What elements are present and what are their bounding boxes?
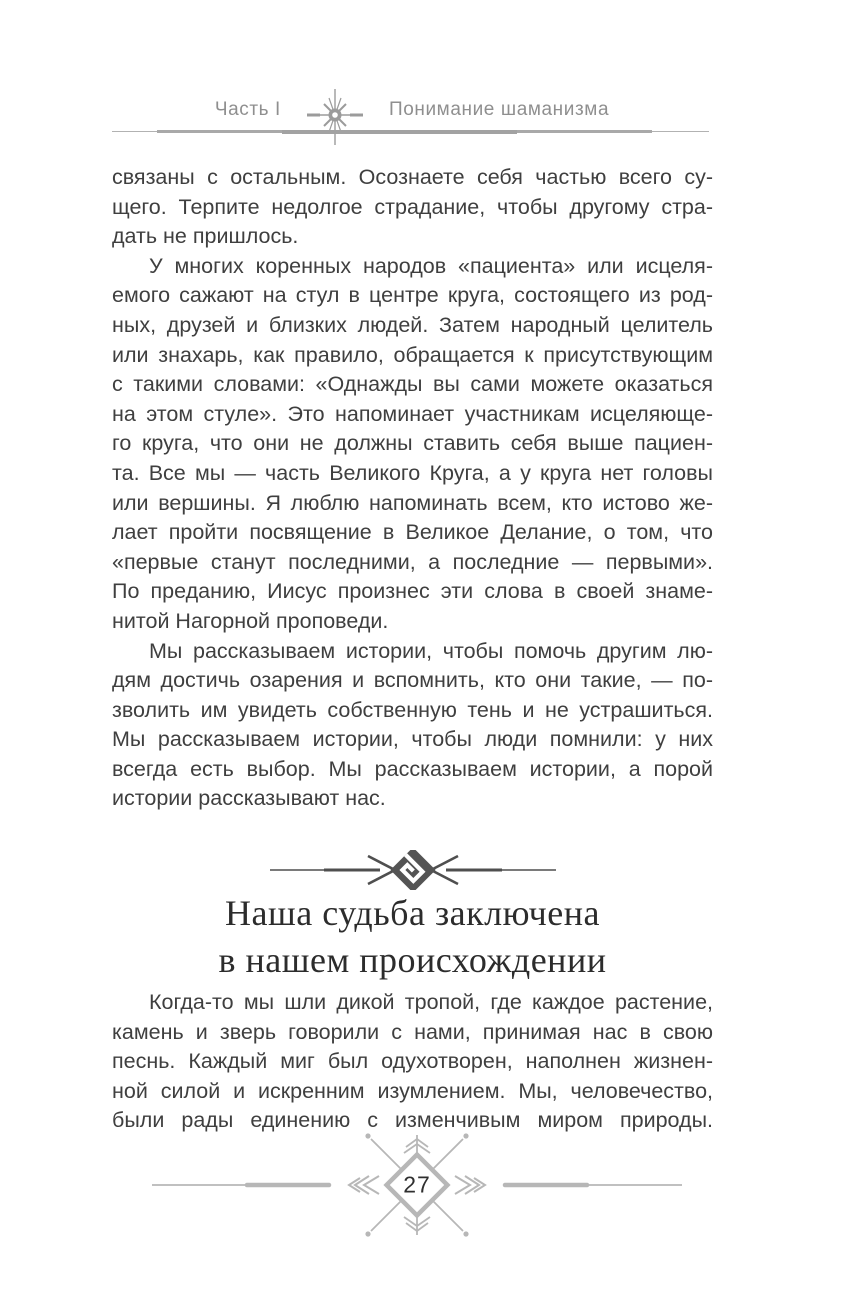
text-line: на этом стуле». Это напоминает участникам исцеляюще- <box>112 401 713 426</box>
text-line: Мы рассказываем истории, чтобы помочь другим лю- <box>149 638 713 663</box>
text-line: та. Все мы — часть Великого Круга, а у круга нет головы <box>112 460 713 485</box>
section-divider <box>112 850 713 890</box>
spiral-diamond-with-arrows-icon <box>268 850 558 890</box>
paragraph <box>112 163 713 252</box>
page-number: 27 <box>403 1171 431 1198</box>
text-line: щего. Терпите недолгое страдание, чтобы другому стра- <box>112 194 713 219</box>
starburst-icon <box>307 89 363 145</box>
heading-line: в нашем происхождении <box>218 940 607 981</box>
paragraph <box>112 988 713 1136</box>
text-line: По преданию, Иисус произнес эти слова в своей знаме- <box>112 579 713 604</box>
page-content <box>112 163 713 1136</box>
paragraph <box>112 252 713 637</box>
text-line: Когда-то мы шли дикой тропой, где каждое растение, <box>149 990 713 1015</box>
text-line: ных, друзей и близких людей. Затем народный целитель <box>112 312 713 337</box>
section-heading <box>112 890 713 984</box>
page-footer <box>117 1131 717 1241</box>
text-line: всегда есть выбор. Мы рассказываем истории, а порой <box>112 756 713 781</box>
text-line: нитой Нагорной проповеди. <box>112 608 389 633</box>
text-line: связаны с остальным. Осознаете себя частью всего су- <box>112 165 713 189</box>
paragraphs-bottom <box>112 988 713 1136</box>
text-line: истории рассказывают нас. <box>112 786 386 811</box>
text-line: «первые станут последними, а последние — первыми». <box>112 549 713 574</box>
text-line: емого сажают на стул в центре круга, состоящего из род- <box>112 283 713 308</box>
text-line: го круга, что они не должны ставить себя выше пациен- <box>112 431 713 456</box>
text-line: лает пройти посвящение в Великое Делание, о том, что <box>112 520 713 545</box>
text-line: песнь. Каждый миг был одухотворен, наполнен жизнен- <box>112 1049 713 1074</box>
text-line: ной силой и искренним изумлением. Мы, человечество, <box>112 1078 713 1103</box>
paragraph <box>112 637 713 815</box>
part-label: Часть I <box>214 99 281 120</box>
section-title: Понимание шаманизма <box>388 99 610 120</box>
header-rule <box>112 129 709 135</box>
text-line: или знахарь, как правило, обращается к присутствующим <box>112 342 713 367</box>
heading-line: Наша судьба заключена <box>225 893 600 934</box>
text-line: Мы рассказываем истории, чтобы люди помнили: у них <box>112 727 713 752</box>
text-line: с такими словами: «Однажды вы сами можете оказаться <box>112 372 713 397</box>
paragraphs-top <box>112 163 713 814</box>
text-line: или вершины. Я люблю напоминать всем, кто истово же- <box>112 490 713 515</box>
text-line: были рады единению с изменчивым миром природы. <box>112 1108 713 1133</box>
text-line: дать не пришлось. <box>112 224 299 249</box>
text-line: зволить им увидеть собственную тень и не устрашиться. <box>112 697 713 722</box>
text-line: камень и зверь говорили с нами, принимая нас в свою <box>112 1019 713 1044</box>
text-line: дям достичь озарения и вспомнить, кто они такие, — по- <box>112 668 713 693</box>
text-line: У многих коренных народов «пациента» или исцеля- <box>149 253 713 278</box>
